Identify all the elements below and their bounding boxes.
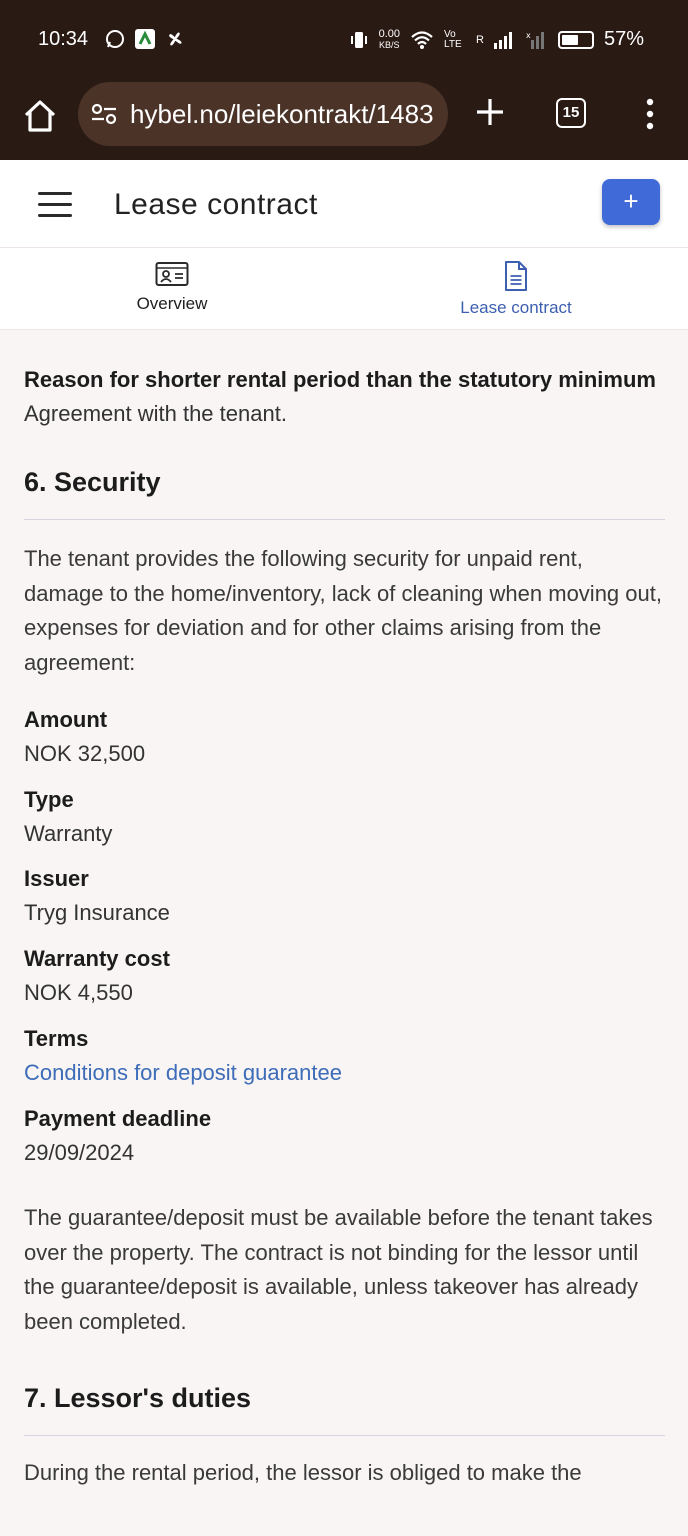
- field-value: 29/09/2024: [24, 1140, 135, 1165]
- reason-value: Agreement with the tenant.: [24, 401, 287, 426]
- field-terms: [24, 1021, 668, 1089]
- field-value: Tryg Insurance: [24, 900, 170, 925]
- field-label: Terms: [24, 1026, 89, 1051]
- signal-icon: [494, 31, 516, 49]
- tab-overview-label: Overview: [136, 294, 208, 313]
- field-label: Amount: [24, 707, 108, 732]
- wifi-icon: [410, 30, 434, 50]
- svg-text:x: x: [525, 30, 531, 40]
- section-7-intro: During the rental period, the lessor is obliged to make the: [24, 1460, 582, 1485]
- whatsapp-icon: [104, 28, 126, 50]
- section-divider: [24, 1435, 665, 1436]
- field-amount: [24, 702, 668, 770]
- field-payment-deadline: [24, 1101, 668, 1169]
- lease-contract-content: [24, 330, 668, 1491]
- home-icon[interactable]: [20, 96, 60, 136]
- field-value: NOK 32,500: [24, 741, 146, 766]
- browser-toolbar: [0, 80, 688, 160]
- id-card-icon: [155, 260, 189, 288]
- section-7-title: 7. Lessor's duties: [24, 1383, 252, 1413]
- tab-lease-contract[interactable]: [416, 260, 616, 318]
- field-value: NOK 4,550: [24, 980, 133, 1005]
- field-warranty-cost: [24, 941, 668, 1009]
- notification-icons: [104, 28, 186, 50]
- net-speed-value: 0.00: [378, 27, 401, 40]
- pinwheel-icon: [164, 28, 186, 50]
- reason-label: Reason for shorter rental period than the statutory minimum: [24, 367, 656, 392]
- network-speed: [379, 29, 400, 51]
- google-ads-icon: [134, 28, 156, 50]
- field-label: Type: [24, 787, 74, 812]
- field-label: Issuer: [24, 866, 89, 891]
- signal-2-icon: [526, 31, 548, 49]
- field-value: Warranty: [24, 821, 113, 846]
- battery-icon: [558, 31, 594, 49]
- hamburger-menu-icon[interactable]: [38, 192, 72, 218]
- app-header: [0, 160, 688, 248]
- url-text[interactable]: hybel.no/leiekontrakt/1483: [130, 98, 434, 129]
- tab-lease-contract-label: Lease contract: [460, 298, 572, 317]
- document-icon: [503, 260, 529, 292]
- site-settings-icon[interactable]: [90, 102, 118, 126]
- new-tab-icon[interactable]: [472, 94, 508, 130]
- field-label: Payment deadline: [24, 1106, 212, 1131]
- net-speed-unit: KB/S: [379, 39, 400, 50]
- vibrate-icon: [349, 29, 369, 51]
- battery-fill: [562, 35, 578, 45]
- field-label: Warranty cost: [24, 946, 170, 971]
- volte-label: Vo LTE: [444, 28, 462, 50]
- deposit-guarantee-conditions-link[interactable]: Conditions for deposit guarantee: [24, 1060, 342, 1085]
- section-6-title: 6. Security: [24, 467, 161, 497]
- field-issuer: [24, 861, 668, 929]
- more-options-icon[interactable]: [640, 94, 660, 134]
- page-title: Lease contract: [114, 188, 318, 221]
- tab-overview[interactable]: [72, 260, 272, 314]
- section-6-note: The guarantee/deposit must be available before the tenant takes over the property. The contract is not binding for the lessor until the guarantee/deposit is available, unless takeover has already been completed.: [24, 1205, 653, 1334]
- address-bar[interactable]: [78, 82, 448, 146]
- tab-switcher-button[interactable]: 15: [556, 98, 586, 128]
- battery-percent: 57%: [603, 28, 644, 50]
- status-time: 10:34: [38, 28, 89, 50]
- field-type: [24, 782, 668, 850]
- section-6-intro: The tenant provides the following security for unpaid rent, damage to the home/inventory, lack of cleaning when moving out, expenses for deviation and for other claims arising from the agreement:: [24, 546, 662, 675]
- tab-bar: [0, 248, 688, 330]
- roaming-label: R: [476, 33, 484, 46]
- section-divider: [24, 519, 665, 520]
- status-bar: [0, 0, 688, 80]
- system-icons: [349, 28, 644, 51]
- add-button[interactable]: +: [602, 179, 660, 225]
